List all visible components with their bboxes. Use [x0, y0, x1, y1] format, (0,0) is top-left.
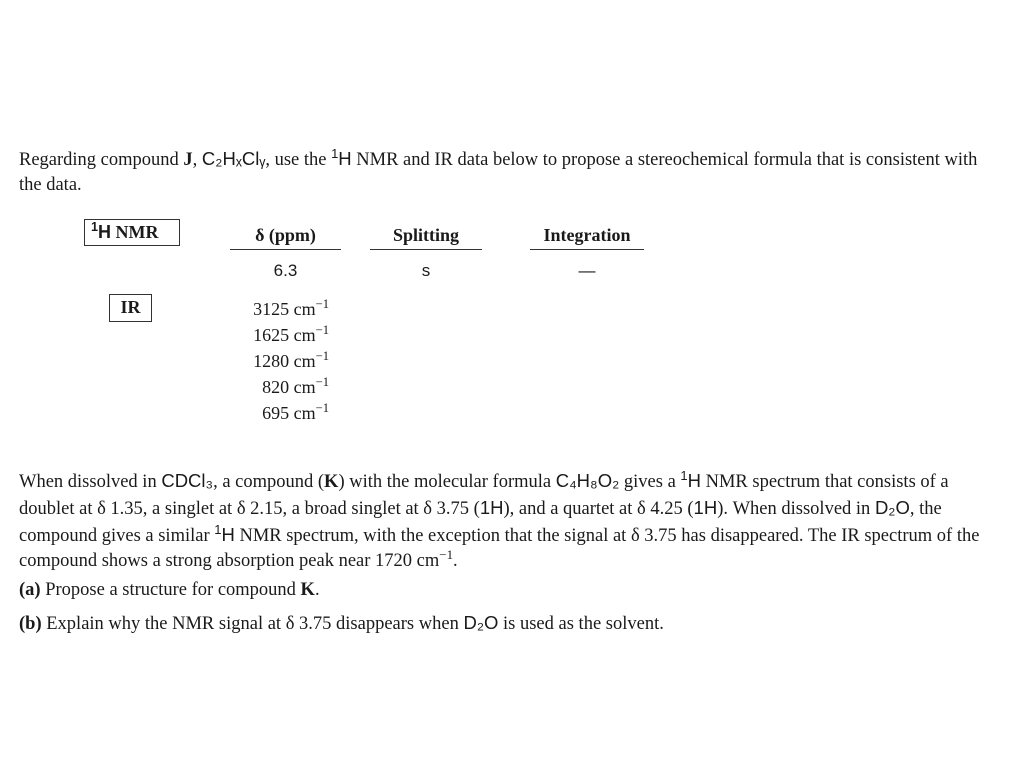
header-splitting: Splitting	[370, 225, 482, 250]
ir-peak	[215, 348, 335, 374]
isotope-superscript: 1	[214, 521, 222, 537]
text-segment: When dissolved in	[19, 472, 162, 492]
ir-exponent: −1	[315, 375, 329, 389]
text-segment: Explain why the NMR signal at δ 3.75 disappears when	[41, 614, 464, 634]
formula-j: C₂HₓClᵧ	[201, 148, 266, 169]
integration-1h: 1H	[693, 497, 718, 518]
problem-statement-1	[19, 146, 1004, 198]
ir-exponent: −1	[315, 349, 329, 363]
text-segment: ) with the molecular formula	[338, 472, 556, 492]
text-segment: ,	[192, 150, 202, 170]
text-segment: Propose a structure for compound	[40, 580, 301, 600]
hydrogen-symbol: H	[687, 470, 701, 491]
compound-label-k: K	[324, 472, 339, 492]
text-segment: NMR spectrum, with the exception that the signal at δ 3.75 has disappeared. The IR spectrum of the compound shows a strong absorption peak near 1720 cm	[19, 526, 980, 571]
text-segment: is used as the solvent.	[498, 614, 664, 634]
hydrogen-symbol: H	[221, 524, 235, 545]
solvent-d2o: D₂O	[463, 612, 499, 633]
ir-exponent: −1	[315, 297, 329, 311]
text-segment: .	[453, 551, 458, 571]
text-segment: , the compound gives a similar	[19, 499, 942, 546]
text-segment: ). When dissolved in	[717, 499, 875, 519]
cell-delta: 6.3	[273, 261, 298, 280]
part-label-b: (b)	[19, 614, 42, 634]
ir-exponent: −1	[315, 323, 329, 337]
text-segment: , a compound (	[213, 472, 325, 492]
hydrogen-symbol: H	[338, 148, 352, 169]
text-segment: NMR and IR data below to propose a stereochemical formula that is consistent with the data.	[19, 150, 978, 195]
ir-peak	[215, 374, 335, 400]
ir-peak	[215, 322, 335, 348]
nmr-label-text: NMR	[111, 222, 159, 242]
text-segment: .	[314, 580, 320, 600]
ir-label-box: IR	[109, 294, 152, 322]
part-label-a: (a)	[19, 580, 41, 600]
isotope-superscript: 1	[331, 145, 339, 161]
ir-peak	[215, 400, 335, 426]
formula-k: C₄H₈O₂	[555, 470, 620, 491]
ir-unit: cm	[293, 351, 316, 371]
question-part-a	[19, 578, 320, 603]
nmr-label-box	[84, 219, 180, 246]
ir-peak-value: 3125	[253, 299, 290, 319]
question-part-b	[19, 610, 664, 637]
compound-label-k: K	[300, 580, 315, 600]
ir-unit: cm	[293, 325, 316, 345]
text-segment: gives a	[619, 472, 681, 492]
text-segment: , use the	[265, 150, 332, 170]
ir-peak-value: 820	[262, 377, 290, 397]
wavenumber-exponent: −1	[439, 546, 454, 562]
ir-peak-value: 1280	[253, 351, 290, 371]
ir-peak-list	[215, 296, 335, 426]
ir-peak-value: 695	[262, 403, 290, 423]
ir-exponent: −1	[315, 401, 329, 415]
header-integration: Integration	[530, 225, 644, 250]
ir-unit: cm	[293, 377, 316, 397]
ir-unit: cm	[293, 299, 316, 319]
text-segment: NMR spectrum that consists of a doublet at δ 1.35, a singlet at δ 2.15, a broad singlet at δ 3.75 (	[19, 472, 949, 519]
problem-statement-2	[19, 468, 1004, 574]
isotope-superscript: 1	[91, 220, 99, 234]
integration-1h: 1H	[479, 497, 504, 518]
cell-splitting: s	[421, 261, 431, 280]
isotope-superscript: 1	[680, 467, 688, 483]
ir-peak	[215, 296, 335, 322]
header-delta: δ (ppm)	[230, 225, 341, 250]
text-segment: ), and a quartet at δ 4.25 (	[503, 499, 694, 519]
hydrogen-symbol: H	[98, 222, 112, 242]
solvent-cdcl3: CDCl₃	[161, 470, 214, 491]
solvent-d2o: D₂O	[874, 497, 910, 518]
ir-peak-value: 1625	[253, 325, 290, 345]
ir-unit: cm	[293, 403, 316, 423]
compound-label-j: J	[183, 150, 193, 170]
cell-integration: —	[578, 261, 596, 280]
text-segment: Regarding compound	[19, 150, 184, 170]
